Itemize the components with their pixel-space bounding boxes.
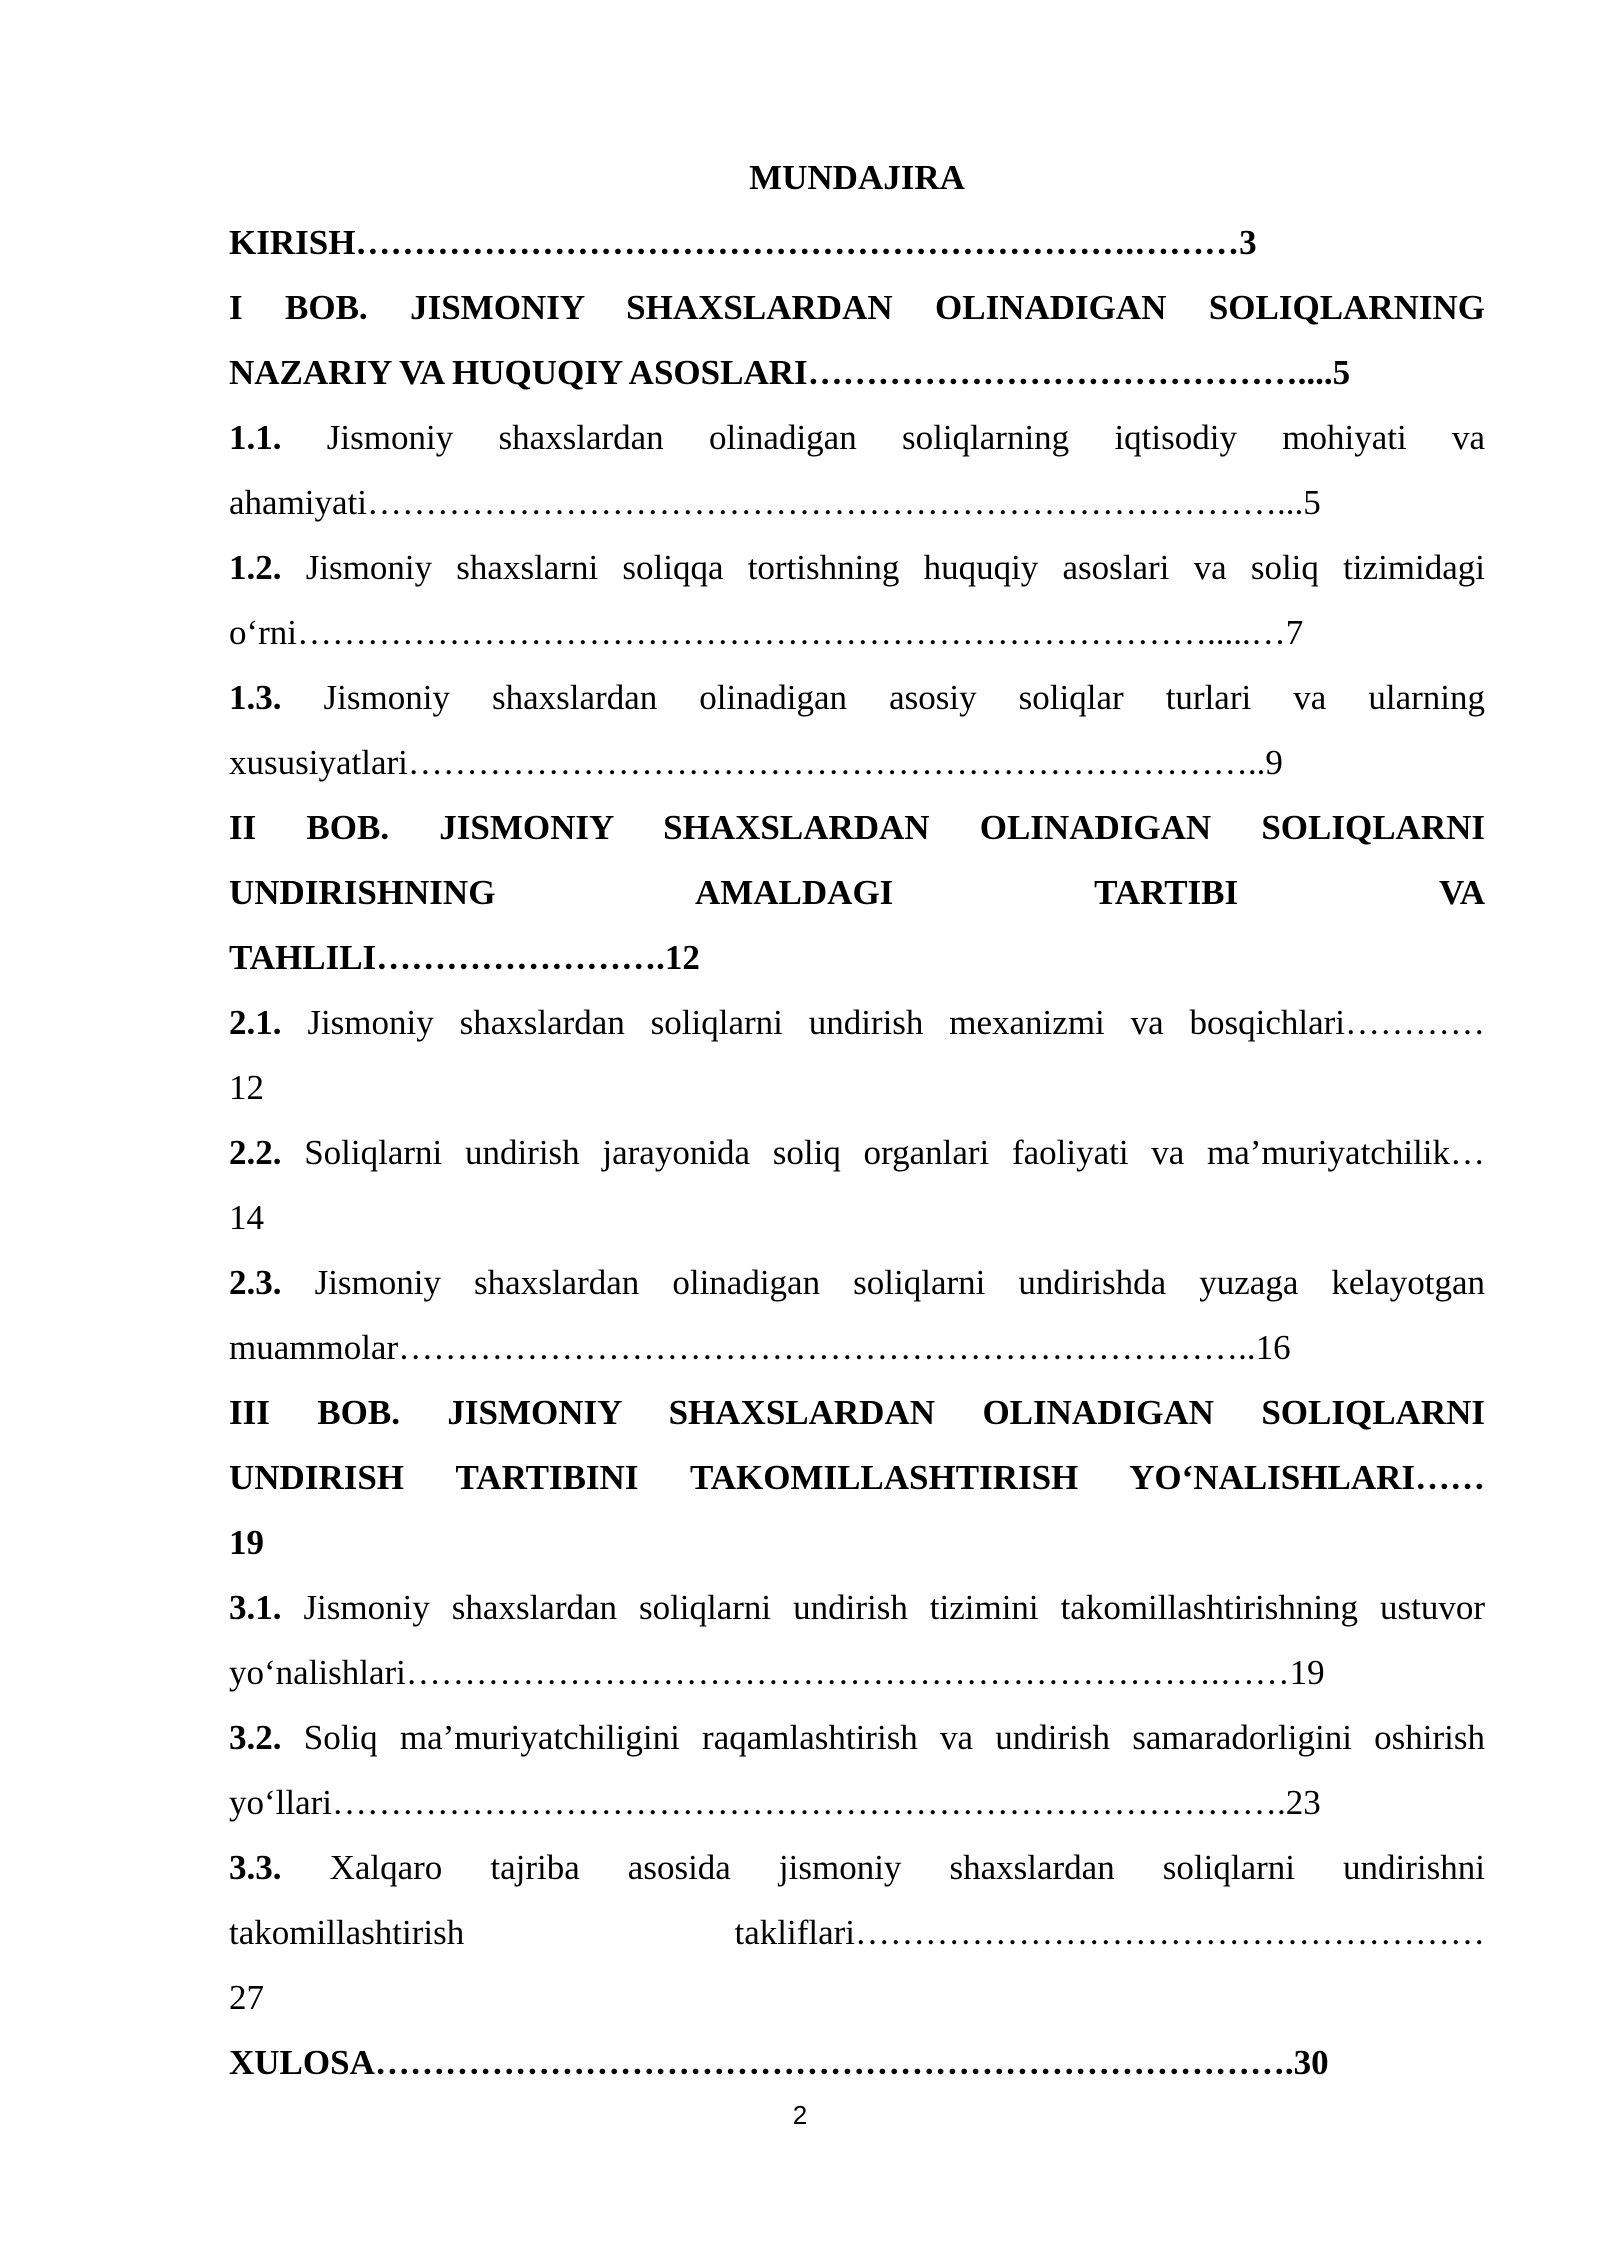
toc-chapter-1-line-1: I BOB. JISMONIY SHAXSLARDAN OLINADIGAN SOLIQLARNING [229,288,1485,327]
section-number: 1.3. [229,678,282,717]
toc-section-2-3-line-2: muammolar………………………………………………………………..16 [229,1328,1291,1367]
toc-section-3-3-line-2: takomillashtirish takliflari……………………………………………… [229,1913,1485,1952]
section-number: 3.3. [229,1848,282,1887]
section-number: 2.2. [229,1133,282,1172]
section-text: Soliq ma’muriyatchiligini raqamlashtirish va undirish samaradorligini oshirish [281,1718,1485,1757]
section-number: 3.1. [229,1588,282,1627]
toc-chapter-2-line-3: TAHLILI…………………….12 [229,938,700,977]
toc-section-2-1-line-2: 12 [229,1068,264,1107]
toc-section-3-1-line-2: yo‘nalishlari…………………………………………………………….……19 [229,1653,1325,1692]
toc-section-2-1-line-1 [229,990,1485,1055]
toc-section-2-2-line-1 [229,1120,1485,1185]
section-number: 2.3. [229,1263,282,1302]
section-number: 3.2. [229,1718,282,1757]
toc-chapter-2-line-2: UNDIRISHNING AMALDAGI TARTIBI VA [229,873,1485,912]
toc-section-2-2-line-2: 14 [229,1198,264,1237]
toc-section-1-3-line-1 [229,665,1485,730]
section-text: Jismoniy shaxslardan soliqlarni undirish tizimini takomillashtirishning ustuvor [281,1588,1485,1627]
toc-section-3-2-line-2: yo‘llari……………………………………………………………………….23 [229,1783,1321,1822]
section-text: Xalqaro tajriba asosida jismoniy shaxslardan soliqlarni undirishni [281,1848,1485,1887]
section-text: Jismoniy shaxslarni soliqqa tortishning huquqiy asoslari va soliq tizimidagi [281,548,1485,587]
toc-chapter-3-line-2: UNDIRISH TARTIBINI TAKOMILLASHTIRISH YO‘NALISHLARI…… [229,1458,1485,1497]
toc-entry-xulosa: XULOSA…………………………………………………………………….30 [229,2043,1329,2082]
toc-section-3-1-line-1 [229,1575,1485,1640]
toc-section-3-3-line-1 [229,1835,1485,1900]
toc-section-1-2-line-2: o‘rni…………………………………………………………………….....…7 [229,613,1304,652]
section-text: Jismoniy shaxslardan soliqlarni undirish mexanizmi va bosqichlari………… [281,1003,1485,1042]
toc-chapter-3-line-1: III BOB. JISMONIY SHAXSLARDAN OLINADIGAN SOLIQLARNI [229,1393,1485,1432]
toc-title: MUNDAJIRA [749,158,965,197]
section-number: 2.1. [229,1003,282,1042]
table-of-contents [229,145,1485,2095]
section-number: 1.2. [229,548,282,587]
toc-section-3-3-line-3: 27 [229,1978,264,2017]
section-number: 1.1. [229,418,282,457]
section-text: Jismoniy shaxslardan olinadigan asosiy soliqlar turlari va ularning [281,678,1485,717]
toc-section-1-2-line-1 [229,535,1485,600]
toc-section-1-1-line-1 [229,405,1485,470]
section-text: Jismoniy shaxslardan olinadigan soliqlarning iqtisodiy mohiyati va [281,418,1485,457]
toc-entry-kirish: KIRISH………………………………………………………….………3 [229,223,1257,262]
toc-section-3-2-line-1 [229,1705,1485,1770]
toc-section-1-3-line-2: xususiyatlari………………………………………………………………..9 [229,743,1283,782]
toc-chapter-2-line-1: II BOB. JISMONIY SHAXSLARDAN OLINADIGAN SOLIQLARNI [229,808,1485,847]
page-number: 2 [792,2100,808,2130]
toc-chapter-3-line-3: 19 [229,1523,264,1562]
section-text: Jismoniy shaxslardan olinadigan soliqlarni undirishda yuzaga kelayotgan [281,1263,1485,1302]
toc-section-2-3-line-1 [229,1250,1485,1315]
section-text: Soliqlarni undirish jarayonida soliq organlari faoliyati va ma’muriyatchilik… [281,1133,1485,1172]
toc-section-1-1-line-2: ahamiyati……………………………………………………………………...5 [229,483,1321,522]
toc-chapter-1-line-2: NAZARIY VA HUQUQIY ASOSLARI……………………………………....5 [229,353,1351,392]
